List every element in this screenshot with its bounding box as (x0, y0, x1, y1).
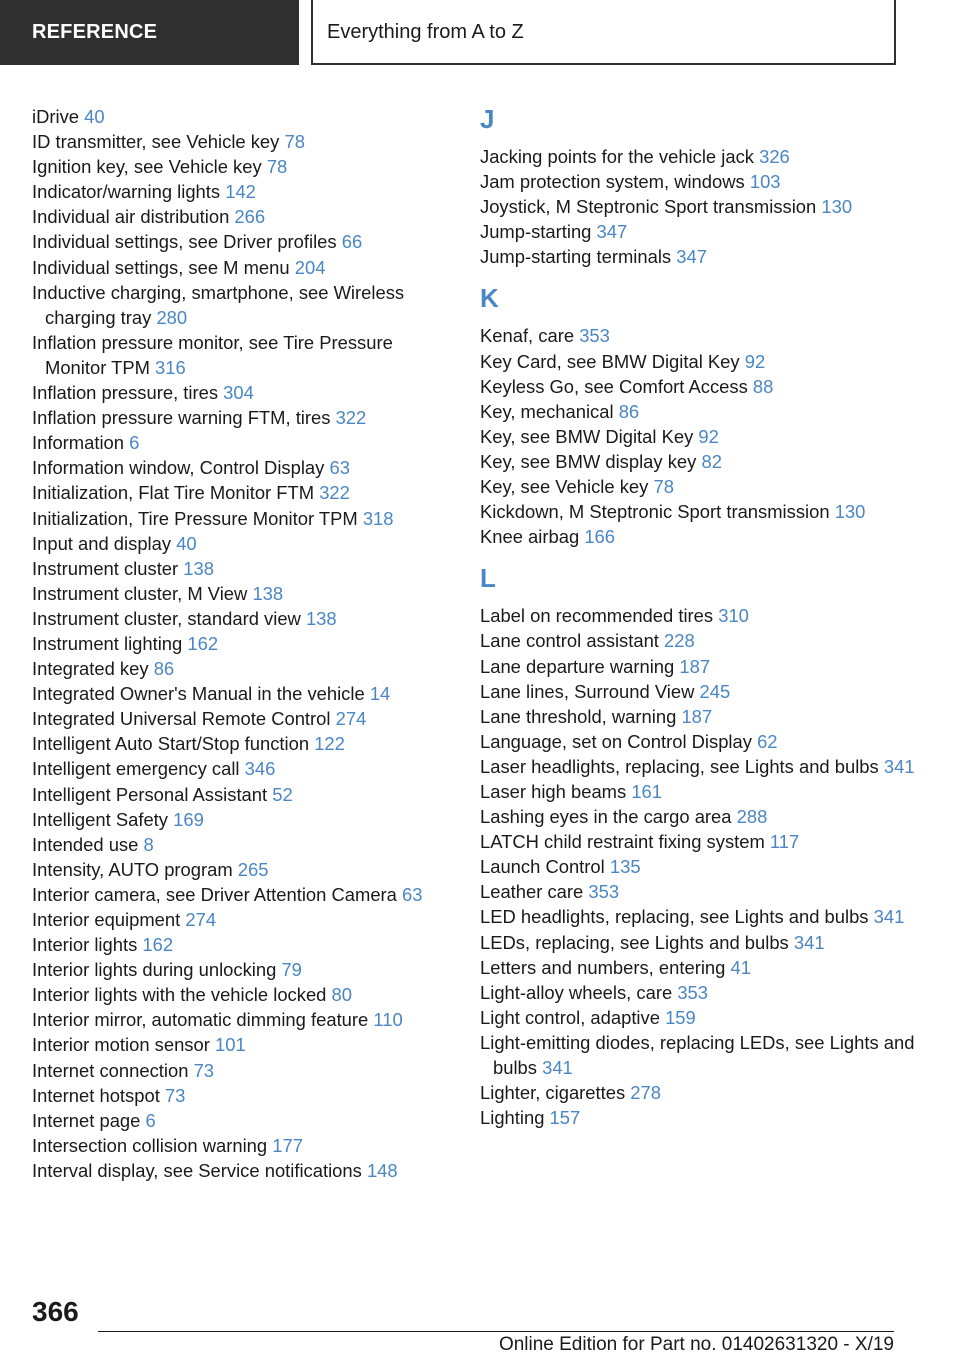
page-link[interactable]: 347 (676, 246, 707, 268)
page-link[interactable]: 157 (549, 1107, 581, 1129)
index-entry (32, 782, 452, 807)
index-entry (32, 1108, 452, 1133)
entry-text: Interior mirror, automatic dimming feature (32, 1009, 369, 1031)
entry-text: Lighter, cigarettes (480, 1082, 626, 1104)
page-link[interactable]: 73 (193, 1059, 215, 1081)
page-link[interactable]: 347 (596, 221, 628, 243)
entry-text: LEDs, replacing, see Lights and bulbs (480, 931, 789, 953)
page-link[interactable]: 162 (142, 934, 174, 956)
index-entry (32, 531, 452, 556)
index-entry (480, 374, 930, 399)
index-entry (32, 1058, 452, 1083)
entry-text: Initialization, Tire Pressure Monitor TPM (32, 507, 358, 529)
entry-text: Language, set on Control Display (480, 730, 752, 752)
index-entry (480, 930, 930, 955)
page-link[interactable]: 63 (329, 457, 350, 479)
page-link[interactable]: 161 (631, 780, 663, 802)
page-link[interactable]: 353 (588, 881, 620, 903)
entry-text: Inflation pressure warning FTM, tires (32, 407, 331, 429)
entry-text: Intelligent Personal Assistant (32, 783, 268, 805)
index-entry (32, 480, 452, 505)
index-entry (480, 499, 930, 524)
page-link[interactable]: 103 (749, 171, 781, 193)
entry-text: LED headlights, replacing, see Lights and bulbs (480, 906, 869, 928)
page-link[interactable]: 78 (284, 131, 305, 153)
page-link[interactable]: 82 (701, 450, 722, 472)
index-entry (32, 656, 452, 681)
index-entry (480, 219, 930, 244)
index-entry (32, 556, 452, 581)
entry-text: Initialization, Flat Tire Monitor FTM (32, 482, 315, 504)
entry-text: Knee airbag (480, 526, 580, 548)
footer-divider (98, 1331, 894, 1332)
entry-text: Key, mechanical (480, 400, 614, 422)
page-link[interactable]: 138 (252, 582, 284, 604)
index-entry (32, 330, 452, 380)
page-link[interactable]: 166 (584, 526, 615, 548)
page-link[interactable]: 341 (793, 931, 825, 953)
index-entry (32, 681, 452, 706)
entry-text: Intelligent Auto Start/Stop function (32, 733, 310, 755)
index-entry (480, 904, 930, 929)
page-header (0, 0, 960, 66)
entry-text: ID transmitter, see Vehicle key (32, 131, 280, 153)
entry-text: Key, see BMW display key (480, 450, 697, 472)
page-link[interactable]: 326 (759, 146, 790, 167)
index-entry (480, 955, 930, 980)
index-entry (480, 854, 930, 879)
entry-text: Individual air distribution (32, 206, 230, 228)
index-entry (480, 603, 930, 628)
entry-text: Lighting (480, 1107, 545, 1129)
page-title: Everything from A to Z (311, 0, 896, 65)
page-link[interactable]: 92 (698, 425, 719, 447)
page-link[interactable]: 122 (314, 733, 345, 755)
page-link[interactable]: 135 (609, 856, 641, 878)
entry-text: Light control, adaptive (480, 1006, 660, 1028)
entry-text: Interval display, see Service notifications (32, 1159, 362, 1181)
page-link[interactable]: 341 (542, 1057, 573, 1078)
index-entry (480, 399, 930, 424)
index-entry (480, 980, 930, 1005)
index-entry (32, 204, 452, 229)
index-entry (32, 807, 452, 832)
index-entry (32, 882, 452, 907)
page-link[interactable]: 341 (873, 906, 905, 928)
index-entry (480, 323, 930, 348)
index-entry (480, 349, 930, 374)
entry-text: Jump-starting terminals (480, 246, 672, 268)
entry-text: Intelligent Safety (32, 808, 168, 830)
page-link[interactable]: 228 (664, 630, 695, 652)
index-entry (480, 704, 930, 729)
entry-text: Interior equipment (32, 909, 181, 930)
section-tab: REFERENCE (0, 0, 299, 65)
index-entry (32, 405, 452, 430)
page-link[interactable]: 318 (362, 507, 394, 529)
entry-text: Integrated Owner's Manual in the vehicle (32, 683, 365, 705)
page-link[interactable]: 159 (665, 1006, 696, 1028)
index-entry (32, 756, 452, 781)
page-link[interactable]: 8 (143, 833, 154, 855)
entry-text: Inflation pressure, tires (32, 382, 219, 404)
index-entry (480, 449, 930, 474)
page-link[interactable]: 353 (579, 325, 610, 347)
page-link[interactable]: 148 (366, 1159, 398, 1181)
entry-text: Laser headlights, replacing, see Lights and bulbs (480, 755, 879, 777)
index-entry (32, 1007, 452, 1032)
entry-text: iDrive (32, 106, 80, 127)
page-link[interactable]: 63 (402, 883, 423, 905)
page-number: 366 (32, 1296, 79, 1327)
index-entry (480, 628, 930, 653)
index-entry (480, 1005, 930, 1030)
page-link[interactable]: 86 (153, 658, 175, 680)
index-entry (32, 506, 452, 531)
index-entry (32, 1083, 452, 1108)
section-letter: L (480, 563, 496, 594)
page-link[interactable]: 41 (730, 956, 751, 978)
index-entry (32, 129, 452, 154)
entry-text: Kenaf, care (480, 325, 575, 347)
section-letter: K (480, 283, 499, 314)
page-link[interactable]: 130 (834, 501, 866, 523)
index-entry (32, 280, 452, 330)
page-link[interactable]: 92 (744, 350, 766, 372)
page-link[interactable]: 288 (736, 806, 768, 828)
index-entry (32, 731, 452, 756)
index-entry (480, 879, 930, 904)
entry-text: Jump-starting (480, 221, 592, 243)
index-entry (480, 679, 930, 704)
entry-text: Interior lights (32, 934, 138, 956)
index-entry (480, 1105, 930, 1130)
page-link[interactable]: 316 (155, 356, 186, 378)
index-entry (32, 380, 452, 405)
index-entry (480, 804, 930, 829)
page-link[interactable]: 265 (237, 858, 269, 880)
entry-text: Ignition key, see Vehicle key (32, 156, 262, 178)
page-link[interactable]: 310 (718, 605, 749, 627)
index-entry (32, 229, 452, 254)
page-link[interactable]: 187 (679, 655, 711, 677)
page-link[interactable]: 6 (129, 432, 140, 454)
index-entry (480, 474, 930, 499)
index-entry (32, 154, 452, 179)
page-link[interactable]: 322 (335, 407, 367, 429)
entry-text: Key, see Vehicle key (480, 476, 649, 498)
index-entry (32, 832, 452, 857)
page-link[interactable]: 88 (752, 375, 774, 397)
entry-text: Lane control assistant (480, 630, 659, 652)
page-link[interactable]: 52 (272, 783, 293, 805)
page-link[interactable]: 138 (305, 607, 337, 629)
index-entry (32, 255, 452, 280)
index-entry (480, 1080, 930, 1105)
entry-text: Key, see BMW Digital Key (480, 425, 694, 447)
index-entry (480, 1030, 930, 1080)
entry-text: Interior motion sensor (32, 1034, 210, 1056)
entry-text: Lane threshold, warning (480, 705, 677, 727)
page-link[interactable]: 62 (757, 730, 778, 752)
entry-text: Instrument cluster (32, 557, 179, 579)
page-link[interactable]: 66 (341, 231, 363, 253)
entry-text: Integrated key (32, 658, 149, 680)
entry-text: Jacking points for the vehicle jack (480, 146, 754, 167)
page-link[interactable]: 101 (214, 1034, 246, 1056)
index-entry (32, 706, 452, 731)
page-link[interactable]: 6 (145, 1109, 156, 1131)
page-link[interactable]: 187 (681, 705, 713, 727)
entry-text: Keyless Go, see Comfort Access (480, 375, 748, 397)
entry-text: Laser high beams (480, 780, 627, 802)
entry-text: Lane lines, Surround View (480, 680, 695, 702)
page-link[interactable]: 40 (176, 532, 197, 554)
entry-text: Leather care (480, 881, 584, 903)
entry-text: Information (32, 432, 124, 454)
footer-edition: Online Edition for Part no. 01402631320 - X/19 (498, 1334, 894, 1355)
entry-text: Interior camera, see Driver Attention Camera (32, 883, 397, 905)
index-entry (480, 729, 930, 754)
index-entry (32, 982, 452, 1007)
section-letter: J (480, 104, 495, 134)
entry-text: Input and display (32, 532, 172, 554)
page-link[interactable]: 274 (185, 909, 217, 930)
index-entry (480, 424, 930, 449)
index-entry (32, 581, 452, 606)
page-link[interactable]: 177 (272, 1134, 303, 1156)
page-link[interactable]: 142 (225, 181, 256, 203)
page-link[interactable]: 204 (294, 256, 326, 278)
page-link[interactable]: 117 (769, 831, 800, 853)
index-entry (480, 654, 930, 679)
index-entry (32, 1032, 452, 1057)
index-entry (480, 779, 930, 804)
entry-text: Individual settings, see Driver profiles (32, 231, 337, 253)
entry-text: LATCH child restraint fixing system (480, 831, 765, 853)
index-entry (32, 606, 452, 631)
index-entry (32, 1158, 452, 1183)
index-entry (32, 957, 452, 982)
entry-text: Key Card, see BMW Digital Key (480, 350, 740, 372)
page-link[interactable]: 353 (677, 981, 708, 1003)
page-link[interactable]: 341 (883, 755, 915, 777)
index-column-right (480, 104, 930, 1130)
page-link[interactable]: 280 (156, 306, 188, 328)
page-link[interactable]: 322 (319, 482, 350, 504)
entry-text: Instrument cluster, M View (32, 582, 248, 604)
page-link[interactable]: 14 (369, 683, 391, 705)
entry-text: Indicator/warning lights (32, 181, 221, 203)
page-link[interactable]: 169 (173, 808, 204, 830)
page-link[interactable]: 138 (183, 557, 214, 579)
page-link[interactable]: 80 (331, 984, 352, 1006)
entry-text: Intersection collision warning (32, 1134, 268, 1156)
index-entry (480, 829, 930, 854)
entry-text: Light-alloy wheels, care (480, 981, 673, 1003)
page-link[interactable]: 304 (223, 382, 254, 404)
entry-text: Intensity, AUTO program (32, 858, 233, 880)
index-entry (32, 907, 452, 932)
index-entry (32, 430, 452, 455)
index-entry (32, 631, 452, 656)
page-link[interactable]: 245 (699, 680, 731, 702)
entry-text: Individual settings, see M menu (32, 256, 290, 278)
entry-text: Joystick, M Steptronic Sport transmission (480, 196, 817, 218)
index-entry (480, 194, 930, 219)
page-link[interactable]: 130 (821, 196, 853, 218)
entry-text: Kickdown, M Steptronic Sport transmission (480, 501, 830, 523)
index-entry (480, 524, 930, 549)
page-link[interactable]: 278 (630, 1082, 661, 1104)
entry-text: Internet connection (32, 1059, 189, 1081)
index-column-left (32, 104, 452, 1183)
index-entry (32, 455, 452, 480)
page-link[interactable]: 110 (373, 1009, 403, 1031)
index-entry (32, 932, 452, 957)
index-entry (32, 179, 452, 204)
index-entry (480, 754, 930, 779)
index-entry (480, 169, 930, 194)
index-entry (480, 144, 930, 169)
index-entry (480, 244, 930, 269)
entry-text: Light-emitting diodes, replacing LEDs, see Lights and bulbs (480, 1031, 915, 1078)
page-link[interactable]: 274 (335, 708, 367, 730)
entry-text: Lashing eyes in the cargo area (480, 806, 732, 828)
page-link[interactable]: 78 (653, 476, 674, 498)
entry-text: Interior lights with the vehicle locked (32, 984, 327, 1006)
entry-text: Jam protection system, windows (480, 171, 745, 193)
page-link[interactable]: 346 (244, 758, 276, 780)
entry-text: Lane departure warning (480, 655, 675, 677)
index-entry (32, 857, 452, 882)
entry-text: Information window, Control Display (32, 457, 325, 479)
entry-text: Instrument lighting (32, 632, 183, 654)
index-entry (32, 1133, 452, 1158)
entry-text: Launch Control (480, 856, 605, 878)
entry-text: Integrated Universal Remote Control (32, 708, 331, 730)
entry-text: Inflation pressure monitor, see Tire Pressure Monitor TPM (32, 331, 393, 378)
page-link[interactable]: 78 (266, 156, 288, 178)
entry-text: Intended use (32, 833, 139, 855)
entry-text: Inductive charging, smartphone, see Wireless charging tray (32, 281, 405, 328)
entry-text: Letters and numbers, entering (480, 956, 726, 978)
entry-text: Intelligent emergency call (32, 758, 240, 780)
page-link[interactable]: 73 (164, 1084, 186, 1106)
entry-text: Internet hotspot (32, 1084, 160, 1106)
page-link[interactable]: 86 (618, 400, 640, 422)
page-link[interactable]: 162 (187, 632, 219, 654)
entry-text: Instrument cluster, standard view (32, 607, 301, 629)
entry-text: Interior lights during unlocking (32, 959, 277, 981)
page-link[interactable]: 266 (234, 206, 266, 228)
entry-text: Internet page (32, 1109, 141, 1131)
entry-text: Label on recommended tires (480, 605, 714, 627)
page-link[interactable]: 79 (281, 959, 302, 981)
index-entry (32, 104, 452, 129)
page-link[interactable]: 40 (84, 106, 105, 127)
